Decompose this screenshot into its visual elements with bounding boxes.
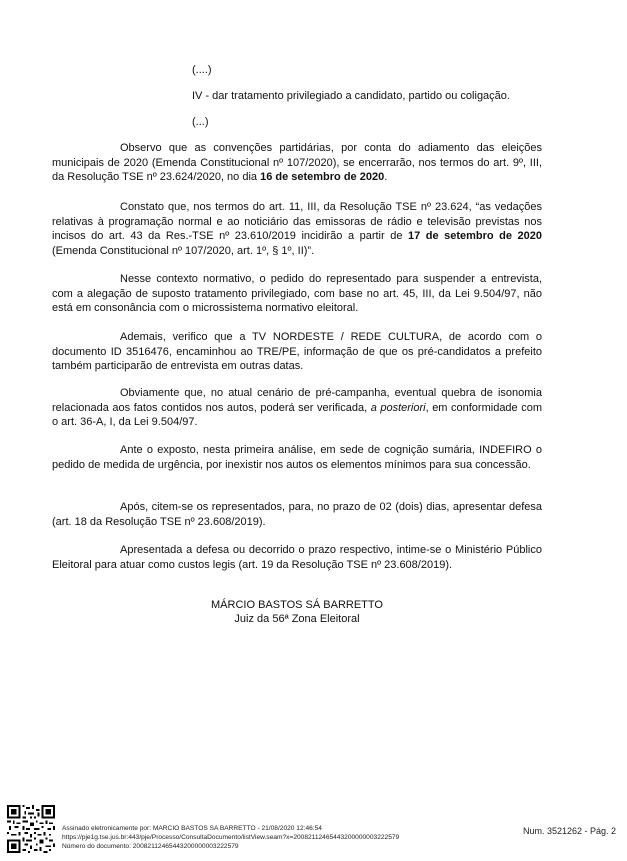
- date-bold-16-sept: 16 de setembro de 2020: [260, 171, 385, 184]
- paragraph-vedacoes: Constato que, nos termos do art. 11, III, da Resolução TSE nº 23.624, “as vedações relativas à programação normal e ao noticiário das emissoras de rádio e televisão previstas nos incisos do art. 43 da Res.-TSE nº 23.610/2019 incidirão a partir de 17 de setembro de 2020 (Emenda Constitucional nº 107/2020, art. 1º, § 1º, II)”.: [52, 201, 542, 257]
- quote-close: (...): [192, 116, 209, 128]
- signature-line: Assinado eletronicamente por: MARCIO BASTOS SA BARRETTO - 21/08/2020 12:46:54: [62, 825, 322, 832]
- italic-a-posteriori: a posteriori: [370, 401, 426, 414]
- paragraph-conventions: Observo que as convenções partidárias, por conta do adiamento das eleições municipais de 2020 (Emenda Constitucional nº 107/2020), se encerrarão, nos termos do art. 9º, III, da Resolução TSE nº 23.624/2020, no dia 16 de setembro de 2020.: [52, 142, 542, 184]
- paragraph-citation: Após, citem-se os representados, para, no prazo de 02 (dois) dias, apresentar defesa (art. 18 da Resolução TSE nº 23.608/2019).: [52, 501, 542, 528]
- document-number: Número do documento: 20082112465443200000003222579: [62, 843, 239, 850]
- quoted-item-iv: IV - dar tratamento privilegiado a candidato, partido ou coligação.: [192, 90, 510, 102]
- date-bold-17-sept: 17 de setembro de 2020: [407, 230, 542, 243]
- signer-role: Juiz da 56ª Zona Eleitoral: [234, 613, 360, 625]
- paragraph-pre-campaign: Obviamente que, no atual cenário de pré-campanha, eventual quebra de isonomia relacionada aos fatos contidos nos autos, poderá ser verificada, a posteriori, em conformidade com o art. 36-A, I, da Lei 9.504/97.: [52, 387, 542, 429]
- document-url[interactable]: https://pje1g.tse.jus.br:443/pje/Processo/ConsultaDocumento/listView.seam?x=20082112465443200000003222579: [62, 834, 400, 841]
- signer-name: MÁRCIO BASTOS SÁ BARRETTO: [211, 599, 383, 611]
- page-number: Num. 3521262 - Pág. 2: [523, 826, 617, 836]
- paragraph-tv-nordeste: Ademais, verifico que a TV NORDESTE / REDE CULTURA, de acordo com o documento ID 3516476, encaminhou ao TRE/PE, informação de que os pré-candidatos a prefeito também participarão de entrevista em outras datas.: [52, 331, 542, 373]
- quote-open: (....): [192, 64, 212, 76]
- paragraph-ministerio-publico: Apresentada a defesa ou decorrido o prazo respectivo, intime-se o Ministério Público Eleitoral para atuar como custos legis (art. 19 da Resolução TSE nº 23.608/2019).: [52, 544, 542, 571]
- paragraph-indefiro: Ante o exposto, nesta primeira análise, em sede de cognição sumária, INDEFIRO o pedido de medida de urgência, por inexistir nos autos os elementos mínimos para sua concessão.: [52, 444, 542, 471]
- qr-code-icon: [7, 805, 55, 853]
- paragraph-normative-context: Nesse contexto normativo, o pedido do representado para suspender a entrevista, com a alegação de suposto tratamento privilegiado, com base no art. 45, III, da Lei 9.504/97, não está em consonância com o microssistema normativo eleitoral.: [52, 273, 542, 315]
